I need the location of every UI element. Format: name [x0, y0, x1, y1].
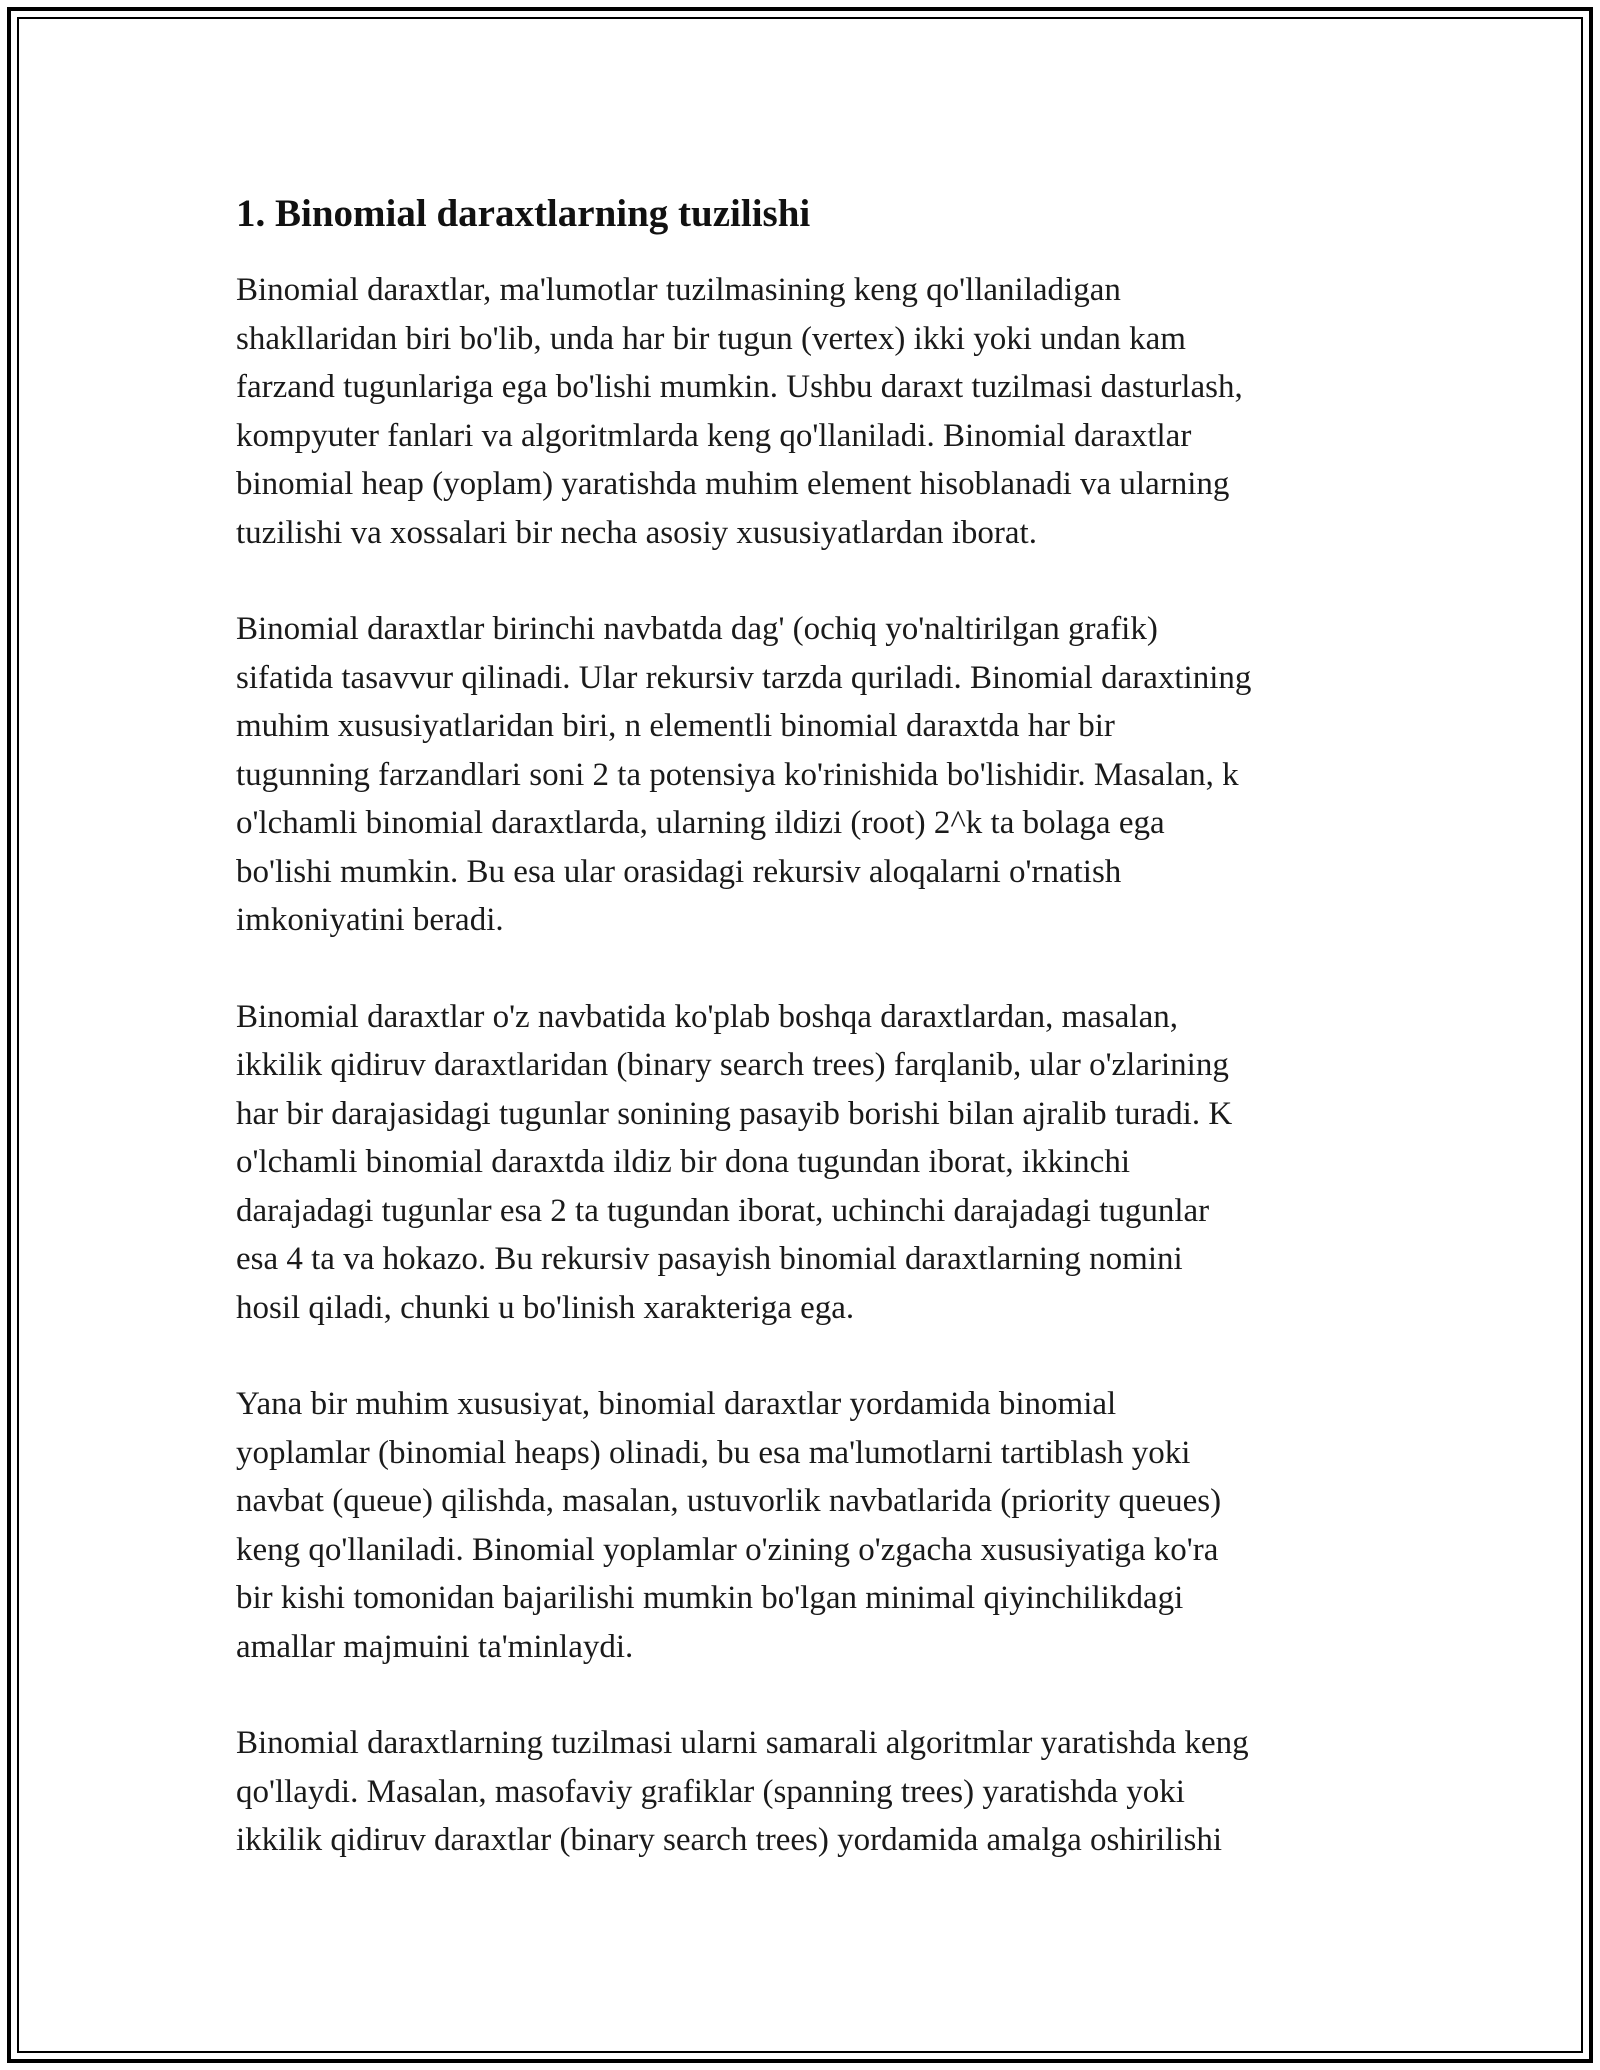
paragraph-5: Binomial daraxtlarning tuzilmasi ularni samarali algoritmlar yaratishda keng qo'llaydi. Masalan, masofaviy grafiklar (spanning trees) yaratishda yoki ikkilik qidiruv daraxtlar (binary search trees) yordamida amalga oshirilishi [236, 1725, 1249, 1858]
paragraph-4: Yana bir muhim xususiyat, binomial daraxtlar yordamida binomial yoplamlar (binomial heaps) olinadi, bu esa ma'lumotlarni tartiblash yoki navbat (queue) qilishda, masalan, ustuvorlik navbatlarida (priority queues) keng qo'llaniladi. Binomial yoplamlar o'zining o'zgacha xususiyatiga ko'ra bir kishi tomonidan bajarilishi mumkin bo'lgan minimal qiyinchilikdagi amallar majmuini ta'minlaydi. [236, 1386, 1222, 1665]
section-heading: 1. Binomial daraxtlarning tuzilishi [236, 192, 811, 235]
paragraph-3: Binomial daraxtlar o'z navbatida ko'plab boshqa daraxtlardan, masalan, ikkilik qidiruv daraxtlaridan (binary search trees) farqlanib, ular o'zlarining har bir darajasidagi tugunlar sonining pasayib borishi bilan ajralib turadi. K o'lchamli binomial daraxtda ildiz bir dona tugundan iborat, ikkinchi darajadagi tugunlar esa 2 ta tugundan iborat, uchinchi darajadagi tugunlar esa 4 ta va hokazo. Bu rekursiv pasayish binomial daraxtlarning nomini hosil qiladi, chunki u bo'linish xarakteriga ega. [236, 998, 1233, 1326]
paragraph-1: Binomial daraxtlar, ma'lumotlar tuzilmasining keng qo'llaniladigan shakllaridan biri bo'lib, unda har bir tugun (vertex) ikki yoki undan kam farzand tugunlariga ega bo'lishi mumkin. Ushbu daraxt tuzilmasi dasturlash, kompyuter fanlari va algoritmlarda keng qo'llaniladi. Binomial daraxtlar binomial heap (yoplam) yaratishda muhim element hisoblanadi va ularning tuzilishi va xossalari bir necha asosiy xususiyatlardan iborat. [236, 272, 1243, 551]
document-body [236, 188, 1376, 1913]
paragraph-2: Binomial daraxtlar birinchi navbatda dag' (ochiq yo'naltirilgan grafik) sifatida tasavvur qilinadi. Ular rekursiv tarzda quriladi. Binomial daraxtining muhim xususiyatlaridan biri, n elementli binomial daraxtda har bir tugunning farzandlari soni 2 ta potensiya ko'rinishida bo'lishidir. Masalan, k o'lchamli binomial daraxtlarda, ularning ildizi (root) 2^k ta bolaga ega bo'lishi mumkin. Bu esa ular orasidagi rekursiv aloqalarni o'rnatish imkoniyatini beradi. [236, 611, 1252, 938]
